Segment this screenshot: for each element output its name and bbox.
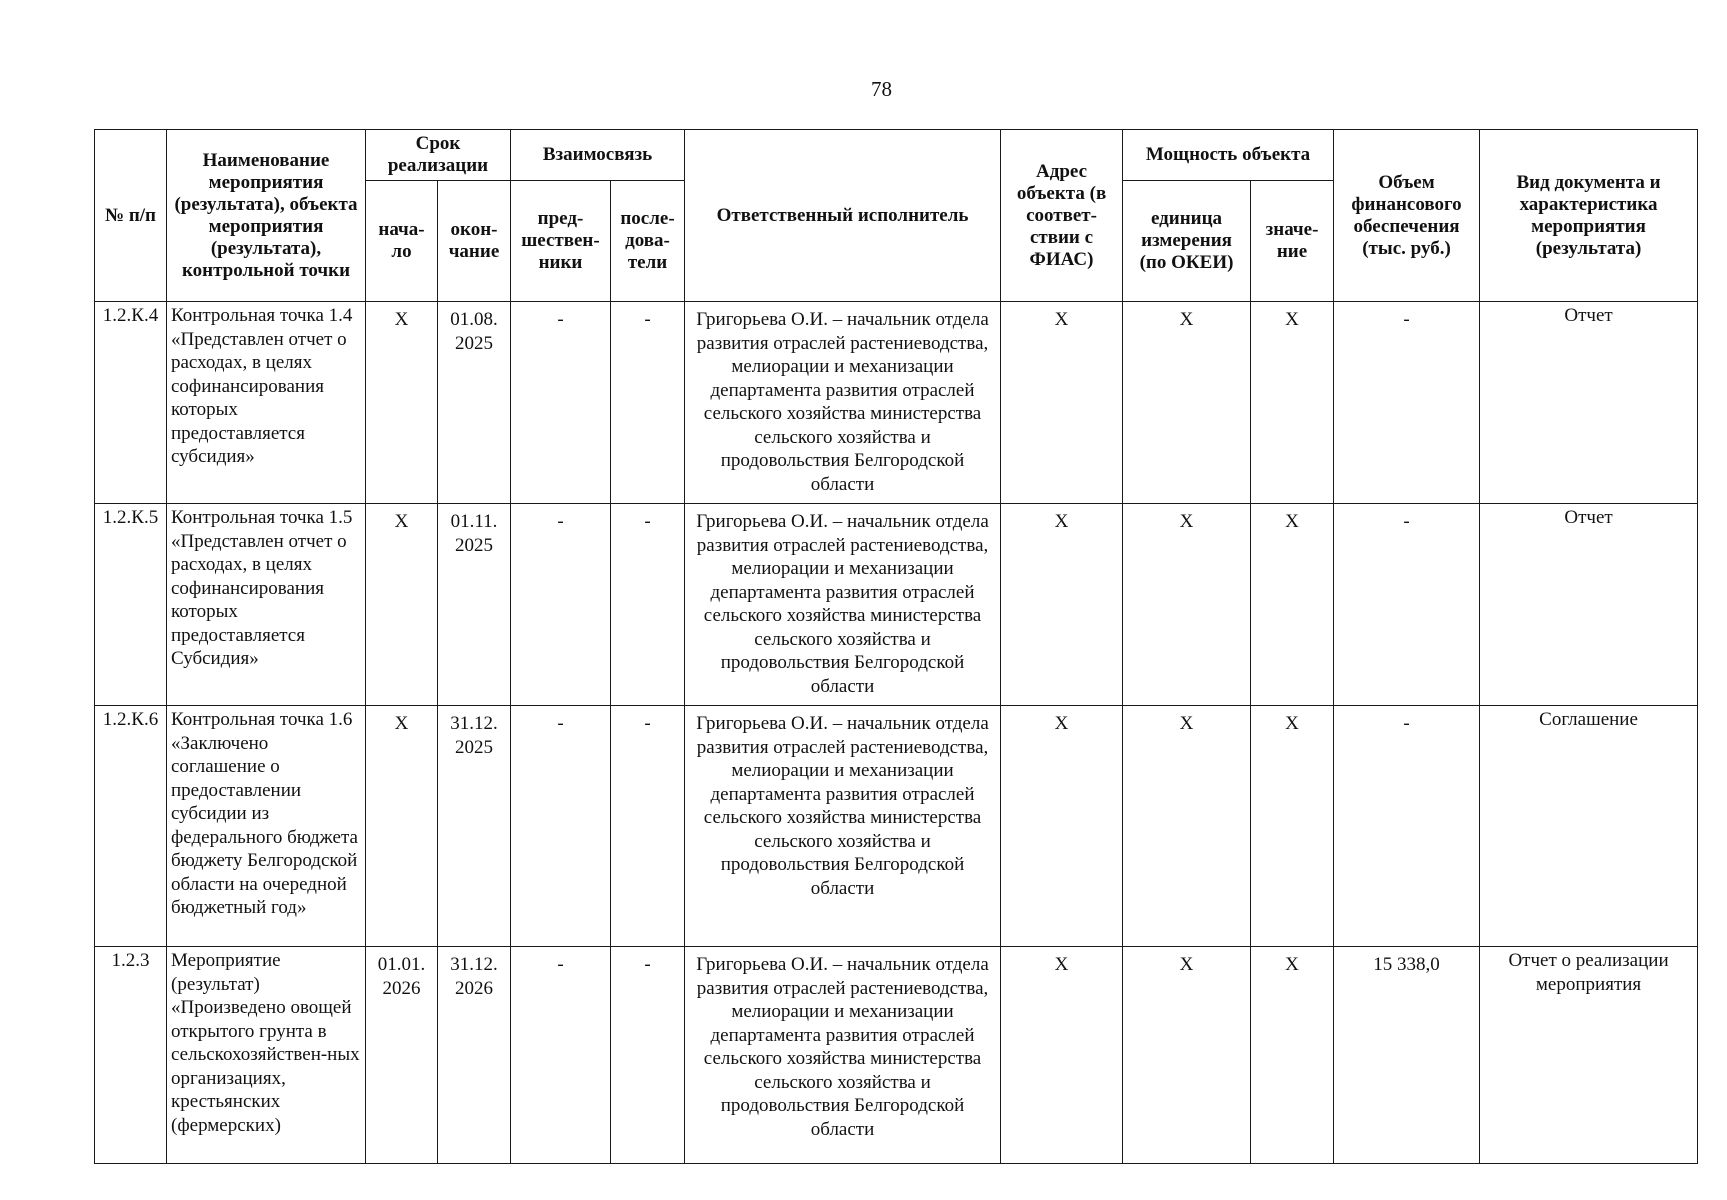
- cell-address: Х: [1001, 302, 1123, 504]
- cell-next: -: [611, 706, 685, 947]
- cell-value: Х: [1251, 302, 1334, 504]
- header-term: Срок реализации: [366, 130, 511, 181]
- header-relation-next: после-дова-тели: [611, 181, 685, 302]
- cell-prev: -: [511, 504, 611, 706]
- cell-next: -: [611, 947, 685, 1164]
- header-relation-prev: пред-шествен-ники: [511, 181, 611, 302]
- header-executor: Ответственный исполнитель: [685, 130, 1001, 302]
- cell-unit: Х: [1123, 947, 1251, 1164]
- cell-doc: Отчет: [1480, 504, 1698, 706]
- cell-start: Х: [366, 706, 438, 947]
- cell-num: 1.2.К.5: [95, 504, 167, 706]
- header-address: Адрес объекта (в соответ-ствии с ФИАС): [1001, 130, 1123, 302]
- cell-doc: Отчет: [1480, 302, 1698, 504]
- table-row: [95, 947, 1698, 1164]
- cell-executor: Григорьева О.И. – начальник отдела развития отраслей растениеводства, мелиорации и механизации департамента развития отраслей сельского хозяйства министерства сельского хозяйства и продовольствия Белгородской области: [685, 504, 1001, 706]
- cell-next: -: [611, 504, 685, 706]
- header-term-start: нача-ло: [366, 181, 438, 302]
- header-num: № п/п: [95, 130, 167, 302]
- cell-doc: Соглашение: [1480, 706, 1698, 947]
- cell-executor: Григорьева О.И. – начальник отдела развития отраслей растениеводства, мелиорации и механизации департамента развития отраслей сельского хозяйства министерства сельского хозяйства и продовольствия Белгородской области: [685, 947, 1001, 1164]
- cell-prev: -: [511, 947, 611, 1164]
- cell-unit: Х: [1123, 504, 1251, 706]
- cell-prev: -: [511, 706, 611, 947]
- header-doc: Вид документа и характеристика мероприятия (результата): [1480, 130, 1698, 302]
- cell-end: 01.11. 2025: [438, 504, 511, 706]
- cell-name: Контрольная точка 1.5 «Представлен отчет о расходах, в целях софинансирования которых предоставляется Субсидия»: [167, 504, 366, 706]
- cell-unit: Х: [1123, 706, 1251, 947]
- cell-num: 1.2.К.6: [95, 706, 167, 947]
- cell-end: 31.12. 2025: [438, 706, 511, 947]
- cell-executor: Григорьева О.И. – начальник отдела развития отраслей растениеводства, мелиорации и механизации департамента развития отраслей сельского хозяйства министерства сельского хозяйства и продовольствия Белгородской области: [685, 706, 1001, 947]
- cell-start: 01.01. 2026: [366, 947, 438, 1164]
- cell-start: Х: [366, 504, 438, 706]
- cell-finance: -: [1334, 302, 1480, 504]
- cell-num: 1.2.К.4: [95, 302, 167, 504]
- page-number: 78: [871, 77, 892, 101]
- cell-address: Х: [1001, 504, 1123, 706]
- header-relation: Взаимосвязь: [511, 130, 685, 181]
- cell-finance: -: [1334, 706, 1480, 947]
- header-capacity-unit: единица измерения (по ОКЕИ): [1123, 181, 1251, 302]
- header-name: Наименование мероприятия (результата), объекта мероприятия (результата), контрольной точки: [167, 130, 366, 302]
- cell-address: Х: [1001, 706, 1123, 947]
- cell-name: Контрольная точка 1.6 «Заключено соглашение о предоставлении субсидии из федерального бюджета бюджету Белгородской области на очередной бюджетный год»: [167, 706, 366, 947]
- cell-finance: -: [1334, 504, 1480, 706]
- cell-name: Контрольная точка 1.4 «Представлен отчет о расходах, в целях софинансирования которых предоставляется субсидия»: [167, 302, 366, 504]
- header-row-primary: [95, 130, 1698, 181]
- cell-name: Мероприятие (результат) «Произведено овощей открытого грунта в сельскохозяйствен-ных организациях, крестьянских (фермерских): [167, 947, 366, 1164]
- cell-value: Х: [1251, 706, 1334, 947]
- cell-finance: 15 338,0: [1334, 947, 1480, 1164]
- table-row: [95, 504, 1698, 706]
- table-row: [95, 302, 1698, 504]
- cell-doc: Отчет о реализации мероприятия: [1480, 947, 1698, 1164]
- table-row: [95, 706, 1698, 947]
- header-finance: Объем финансового обеспечения (тыс. руб.): [1334, 130, 1480, 302]
- header-term-end: окон-чание: [438, 181, 511, 302]
- cell-value: Х: [1251, 504, 1334, 706]
- cell-num: 1.2.3: [95, 947, 167, 1164]
- header-capacity: Мощность объекта: [1123, 130, 1334, 181]
- cell-unit: Х: [1123, 302, 1251, 504]
- cell-prev: -: [511, 302, 611, 504]
- cell-start: Х: [366, 302, 438, 504]
- cell-executor: Григорьева О.И. – начальник отдела развития отраслей растениеводства, мелиорации и механизации департамента развития отраслей сельского хозяйства министерства сельского хозяйства и продовольствия Белгородской области: [685, 302, 1001, 504]
- cell-value: Х: [1251, 947, 1334, 1164]
- cell-next: -: [611, 302, 685, 504]
- header-capacity-value: значе-ние: [1251, 181, 1334, 302]
- cell-end: 31.12. 2026: [438, 947, 511, 1164]
- cell-end: 01.08. 2025: [438, 302, 511, 504]
- cell-address: Х: [1001, 947, 1123, 1164]
- plan-table: [94, 129, 1698, 1164]
